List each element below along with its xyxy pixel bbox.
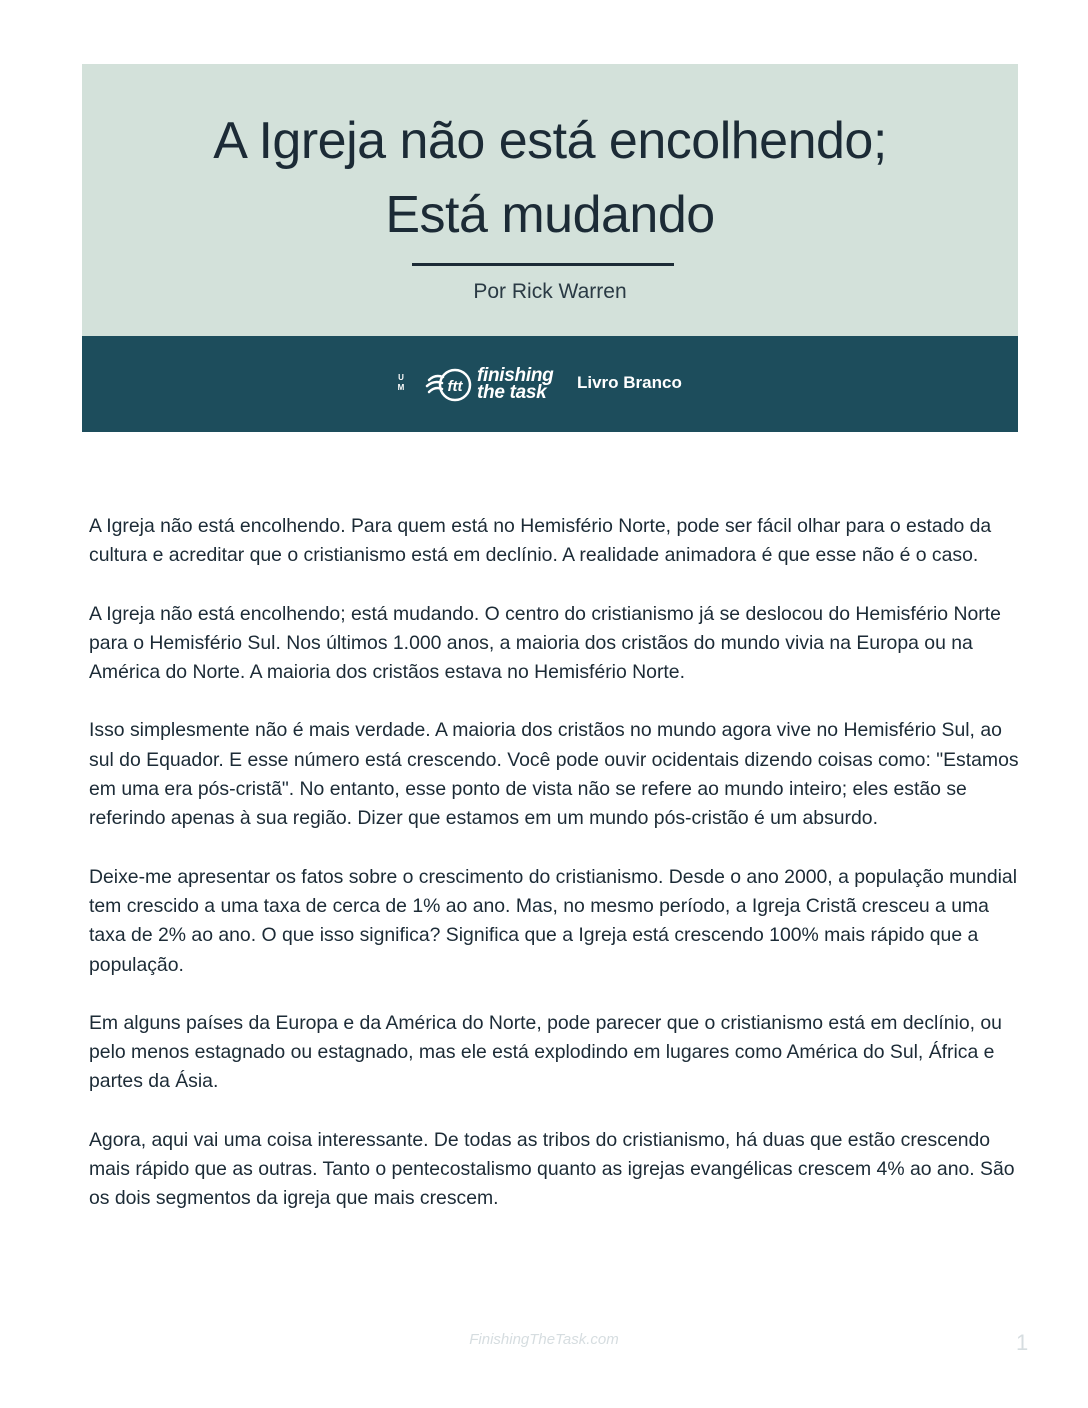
- title-divider: [412, 263, 674, 266]
- document-type-label: Livro Branco: [577, 373, 682, 392]
- title-line-2: Está mudando: [385, 186, 715, 244]
- paragraph-2: A Igreja não está encolhendo; está mudando. O centro do cristianismo já se deslocou do Hemisfério Norte para o Hemisfério Sul. Nos últimos 1.000 anos, a maioria dos cristãos do mundo vivia na Europa ou na América do Norte. A maioria dos cristãos estava no Hemisfério Norte.: [89, 602, 1001, 684]
- brand-band: [82, 336, 1018, 432]
- logo-wordmark: [477, 367, 553, 401]
- ftt-logo-icon: [425, 364, 475, 406]
- page-number: 1: [1016, 1330, 1029, 1355]
- paragraph-5: Em alguns países da Europa e da América do Norte, pode parecer que o cristianismo está em declínio, ou pelo menos estagnado ou estagnado, mas ele está explodindo em lugares como América do Sul, África e partes da Ásia.: [89, 1011, 1002, 1093]
- footer-url: FinishingTheTask.com: [469, 1331, 619, 1348]
- article-body: [89, 512, 1023, 1243]
- header-box: [82, 64, 1018, 336]
- paragraph-1: A Igreja não está encolhendo. Para quem está no Hemisfério Norte, pode ser fácil olhar para o estado da cultura e acreditar que o cristianismo está em declínio. A realidade animadora é que esse não é o caso.: [89, 515, 992, 567]
- logo-text-line-1: finishing: [477, 365, 554, 386]
- paragraph-6: Agora, aqui vai uma coisa interessante. De todas as tribos do cristianismo, há duas que estão crescendo mais rápido que as outras. Tanto o pentecostalismo quanto as igrejas evangélicas crescem 4% ao ano. São os dois segmentos da igreja que mais crescem.: [89, 1128, 1015, 1210]
- badge-letter-u: U: [398, 373, 404, 382]
- title-line-1: A Igreja não está encolhendo;: [213, 112, 887, 170]
- author-byline: Por Rick Warren: [473, 280, 627, 303]
- paragraph-3: Isso simplesmente não é mais verdade. A maioria dos cristãos no mundo agora vive no Hemisfério Sul, ao sul do Equador. E esse número está crescendo. Você pode ouvir ocidentais dizendo coisas como: "Estamos em uma era pós-cristã". No entanto, esse ponto de vista não se refere ao mundo inteiro; eles estão se referindo apenas à sua região. Dizer que estamos em um mundo pós-cristão é um absurdo.: [89, 719, 1019, 830]
- page-title: [82, 104, 1018, 252]
- logo-text-line-2: the task: [477, 382, 547, 403]
- finishing-the-task-logo: [425, 364, 559, 406]
- um-badge: [395, 373, 407, 393]
- badge-letter-m: M: [397, 383, 405, 392]
- logo-monogram: ftt: [447, 378, 463, 395]
- paragraph-4: Deixe-me apresentar os fatos sobre o crescimento do cristianismo. Desde o ano 2000, a população mundial tem crescido a uma taxa de cerca de 1% ao ano. Mas, no mesmo período, a Igreja Cristã cresceu a uma taxa de 2% ao ano. O que isso significa? Significa que a Igreja está crescendo 100% mais rápido que a população.: [89, 865, 1018, 976]
